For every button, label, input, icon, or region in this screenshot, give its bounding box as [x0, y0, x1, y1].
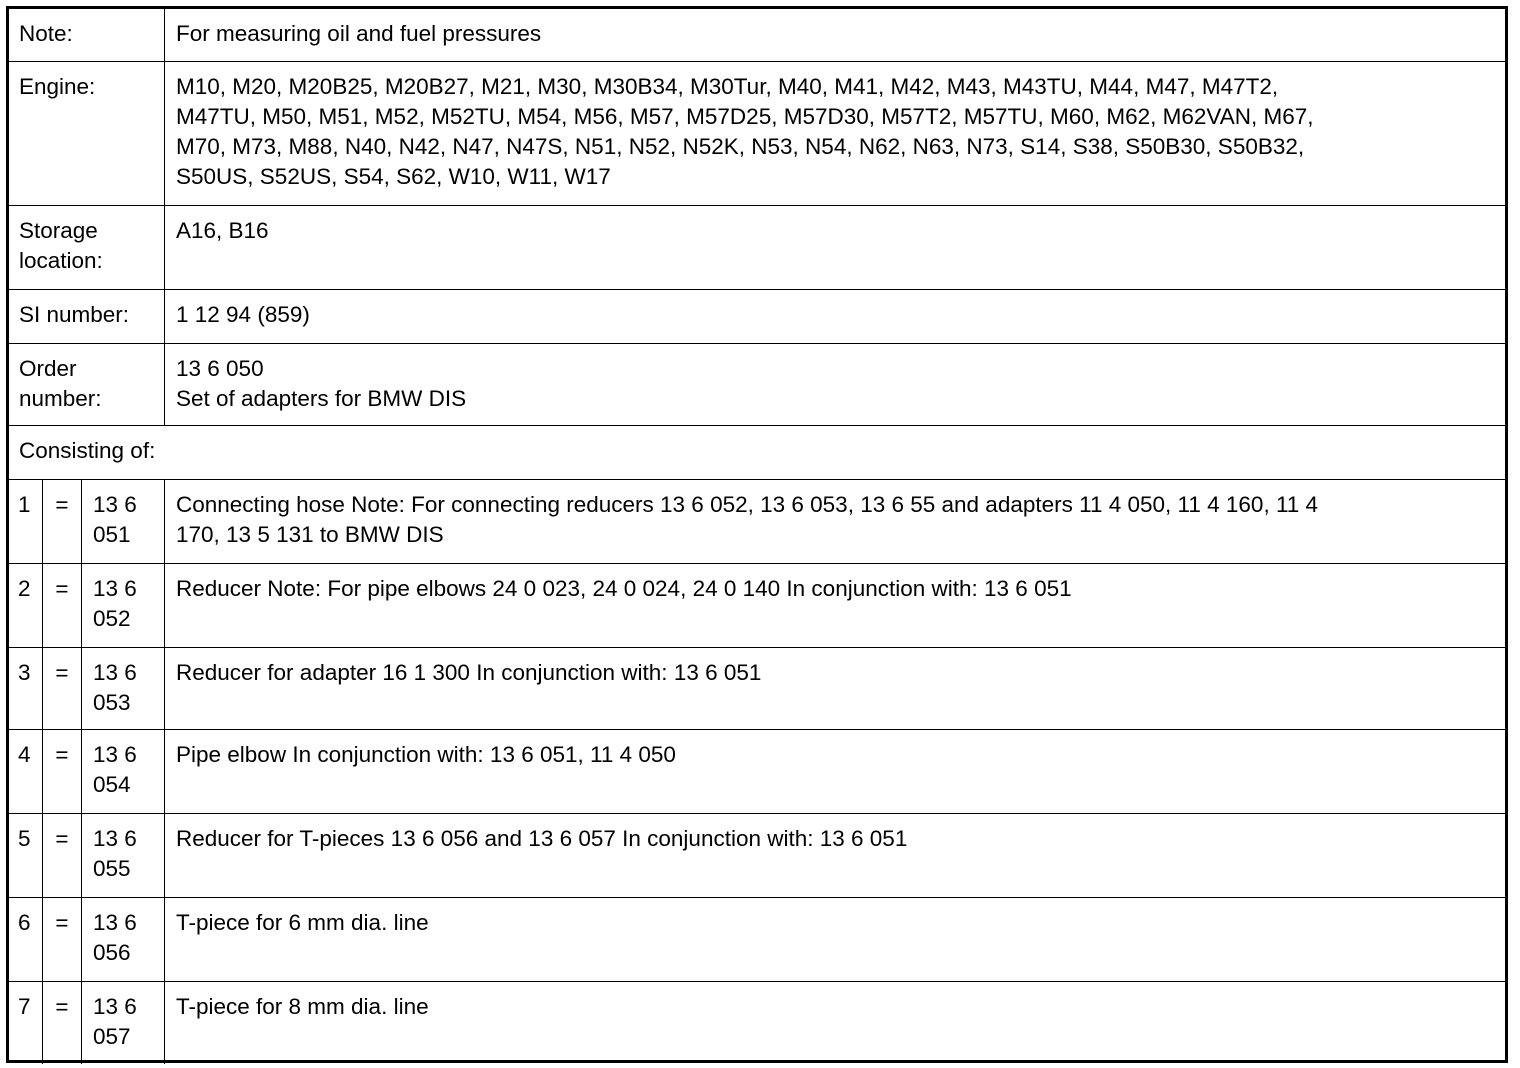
order-number: 13 6 050	[176, 356, 264, 381]
part-description-line: Reducer for adapter 16 1 300 In conjunction with: 13 6 051	[176, 660, 762, 685]
si-row	[9, 290, 1505, 344]
part-symbol: =	[43, 730, 82, 813]
order-row	[9, 344, 1505, 426]
part-number-line: 056	[93, 940, 131, 965]
part-number-line: 052	[93, 606, 131, 631]
part-description-line: 170, 13 5 131 to BMW DIS	[176, 522, 444, 547]
part-index: 5	[9, 814, 43, 897]
part-index: 3	[9, 648, 43, 729]
part-number-line: 13 6	[93, 910, 137, 935]
part-description-line: Reducer for T-pieces 13 6 056 and 13 6 057 In conjunction with: 13 6 051	[176, 826, 908, 851]
engine-row	[9, 62, 1505, 206]
storage-row	[9, 206, 1505, 290]
storage-label	[9, 206, 165, 289]
part-symbol: =	[43, 564, 82, 647]
part-number-line: 13 6	[93, 576, 137, 601]
part-number-line: 13 6	[93, 660, 137, 685]
consisting-row	[9, 426, 1505, 480]
order-description: Set of adapters for BMW DIS	[176, 386, 467, 411]
part-number-line: 13 6	[93, 826, 137, 851]
part-index: 7	[9, 982, 43, 1064]
part-number-line: 054	[93, 772, 131, 797]
si-value: 1 12 94 (859)	[176, 302, 310, 327]
part-description	[165, 898, 1505, 981]
storage-value: A16, B16	[176, 218, 269, 243]
part-index: 4	[9, 730, 43, 813]
part-description-line: Pipe elbow In conjunction with: 13 6 051, 11 4 050	[176, 742, 676, 767]
order-value	[165, 344, 1505, 425]
si-label: SI number:	[9, 290, 165, 343]
consisting-label: Consisting of:	[19, 438, 156, 463]
part-number-line: 053	[93, 690, 131, 715]
engine-line: S50US, S52US, S54, S62, W10, W11, W17	[176, 164, 611, 189]
part-symbol: =	[43, 648, 82, 729]
part-number-line: 057	[93, 1024, 131, 1049]
part-row	[9, 898, 1505, 982]
part-number-line: 051	[93, 522, 131, 547]
part-description-line: T-piece for 8 mm dia. line	[176, 994, 429, 1019]
engine-line: M70, M73, M88, N40, N42, N47, N47S, N51, N52, N52K, N53, N54, N62, N63, N73, S14, S38, S50B30, S50B32,	[176, 134, 1305, 159]
part-row	[9, 982, 1505, 1064]
engine-line: M10, M20, M20B25, M20B27, M21, M30, M30B34, M30Tur, M40, M41, M42, M43, M43TU, M44, M47, M47T2,	[176, 74, 1279, 99]
order-label-line: Order	[19, 356, 77, 381]
part-number-line: 055	[93, 856, 131, 881]
note-label: Note:	[9, 9, 165, 61]
part-row	[9, 480, 1505, 564]
storage-label-line: location:	[19, 248, 103, 273]
order-label-line: number:	[19, 386, 102, 411]
engine-value	[165, 62, 1505, 205]
part-index: 2	[9, 564, 43, 647]
engine-label: Engine:	[9, 62, 165, 205]
part-row	[9, 730, 1505, 814]
part-number	[82, 480, 165, 563]
part-description	[165, 814, 1505, 897]
note-value: For measuring oil and fuel pressures	[176, 21, 542, 46]
part-description-line: T-piece for 6 mm dia. line	[176, 910, 429, 935]
part-symbol: =	[43, 982, 82, 1064]
part-index: 1	[9, 480, 43, 563]
part-symbol: =	[43, 898, 82, 981]
part-row	[9, 814, 1505, 898]
part-number	[82, 814, 165, 897]
part-number	[82, 564, 165, 647]
part-description-line: Reducer Note: For pipe elbows 24 0 023, 24 0 024, 24 0 140 In conjunction with: 13 6 051	[176, 576, 1072, 601]
part-description	[165, 648, 1505, 729]
part-row	[9, 564, 1505, 648]
part-symbol: =	[43, 814, 82, 897]
part-number	[82, 648, 165, 729]
part-symbol: =	[43, 480, 82, 563]
part-description-line: Connecting hose Note: For connecting reducers 13 6 052, 13 6 053, 13 6 55 and adapters 11 4 050, 11 4 160, 11 4	[176, 492, 1319, 517]
part-number-line: 13 6	[93, 742, 137, 767]
note-row	[9, 9, 1505, 62]
part-description	[165, 982, 1505, 1064]
part-index: 6	[9, 898, 43, 981]
part-number-line: 13 6	[93, 492, 137, 517]
storage-label-line: Storage	[19, 218, 98, 243]
part-number	[82, 898, 165, 981]
part-row	[9, 648, 1505, 730]
part-number	[82, 982, 165, 1064]
order-label	[9, 344, 165, 425]
part-description	[165, 480, 1505, 563]
part-description	[165, 564, 1505, 647]
engine-line: M47TU, M50, M51, M52, M52TU, M54, M56, M57, M57D25, M57D30, M57T2, M57TU, M60, M62, M62VAN, M67,	[176, 104, 1314, 129]
part-number-line: 13 6	[93, 994, 137, 1019]
tool-info-table	[6, 6, 1508, 1063]
part-number	[82, 730, 165, 813]
part-description	[165, 730, 1505, 813]
